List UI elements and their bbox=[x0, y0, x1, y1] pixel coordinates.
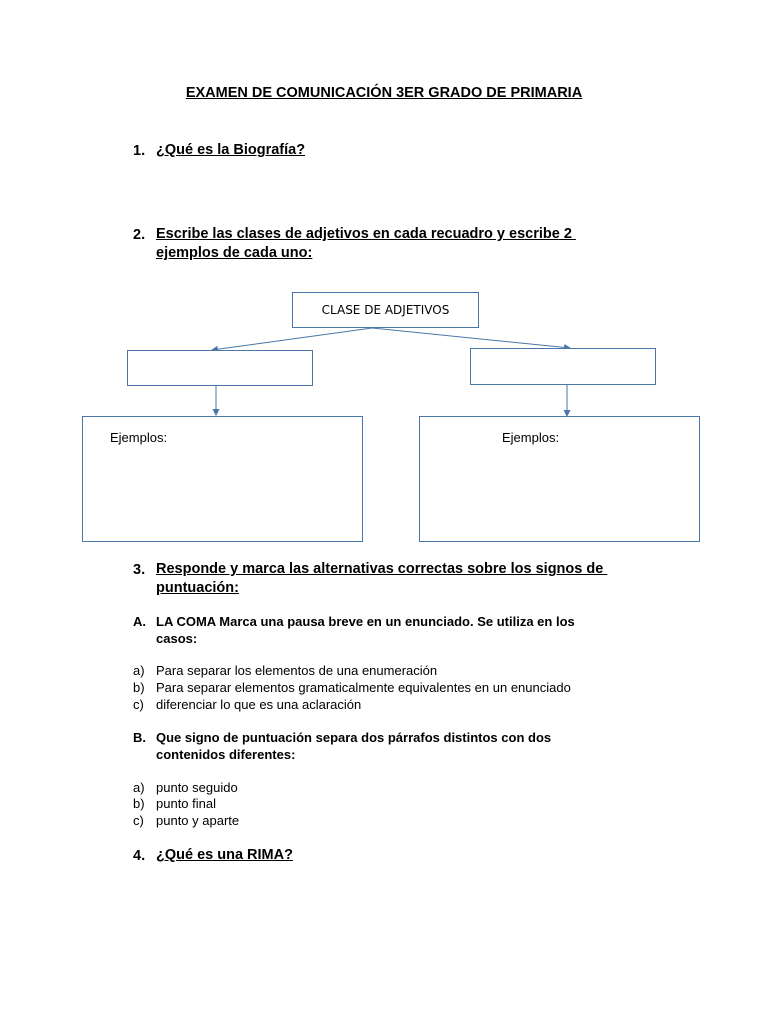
option-b-c-text[interactable]: punto y aparte bbox=[156, 813, 240, 828]
arrow-root-to-right bbox=[372, 328, 570, 348]
left-class-box[interactable] bbox=[127, 350, 313, 386]
option-a-text[interactable]: Para separar los elementos de una enumeración bbox=[156, 663, 438, 678]
option-c-letter: c) bbox=[133, 697, 144, 712]
left-examples-label: Ejemplos: bbox=[110, 430, 168, 445]
option-a-letter: a) bbox=[133, 663, 145, 678]
option-b-c-letter: c) bbox=[133, 813, 144, 828]
option-b-b-letter: b) bbox=[133, 796, 145, 811]
question-4-number: 4. bbox=[133, 848, 146, 864]
right-class-box[interactable] bbox=[470, 348, 656, 385]
subquestion-a-line-2: casos: bbox=[156, 631, 198, 646]
question-3-number: 3. bbox=[133, 562, 146, 578]
option-b-b-text[interactable]: punto final bbox=[156, 796, 216, 811]
question-2-number: 2. bbox=[133, 227, 146, 243]
subquestion-b-letter: B. bbox=[133, 730, 146, 745]
right-examples-box[interactable] bbox=[419, 416, 700, 542]
right-examples-label: Ejemplos: bbox=[502, 430, 560, 445]
question-1-number: 1. bbox=[133, 143, 146, 159]
option-b-a-letter: a) bbox=[133, 780, 145, 795]
option-b-a-text[interactable]: punto seguido bbox=[156, 780, 238, 795]
option-b-letter: b) bbox=[133, 680, 145, 695]
question-3-line-2: puntuación: bbox=[156, 580, 239, 596]
question-3-line-1: Responde y marca las alternativas correctas sobre los signos de bbox=[156, 561, 608, 577]
subquestion-a-line-1: LA COMA Marca una pausa breve en un enunciado. Se utiliza en los bbox=[156, 614, 575, 629]
question-4-text: ¿Qué es una RIMA? bbox=[156, 847, 293, 863]
question-2-line-2: ejemplos de cada uno: bbox=[156, 245, 313, 261]
subquestion-b-line-1: Que signo de puntuación separa dos párrafos distintos con dos bbox=[156, 730, 552, 745]
subquestion-a-letter: A. bbox=[133, 614, 146, 629]
question-1-text: ¿Qué es la Biografía? bbox=[156, 142, 306, 158]
exam-title: EXAMEN DE COMUNICACIÓN 3ER GRADO DE PRIMARIA bbox=[185, 85, 583, 101]
left-examples-box[interactable] bbox=[82, 416, 363, 542]
root-box-label: CLASE DE ADJETIVOS bbox=[321, 303, 450, 317]
root-box bbox=[292, 292, 479, 328]
subquestion-b-line-2: contenidos diferentes: bbox=[156, 747, 296, 762]
arrow-root-to-left bbox=[212, 328, 372, 350]
option-c-text[interactable]: diferenciar lo que es una aclaración bbox=[156, 697, 362, 712]
question-2-line-1: Escribe las clases de adjetivos en cada recuadro y escribe 2 bbox=[156, 226, 576, 242]
option-b-text[interactable]: Para separar elementos gramaticalmente equivalentes en un enunciado bbox=[156, 680, 571, 695]
